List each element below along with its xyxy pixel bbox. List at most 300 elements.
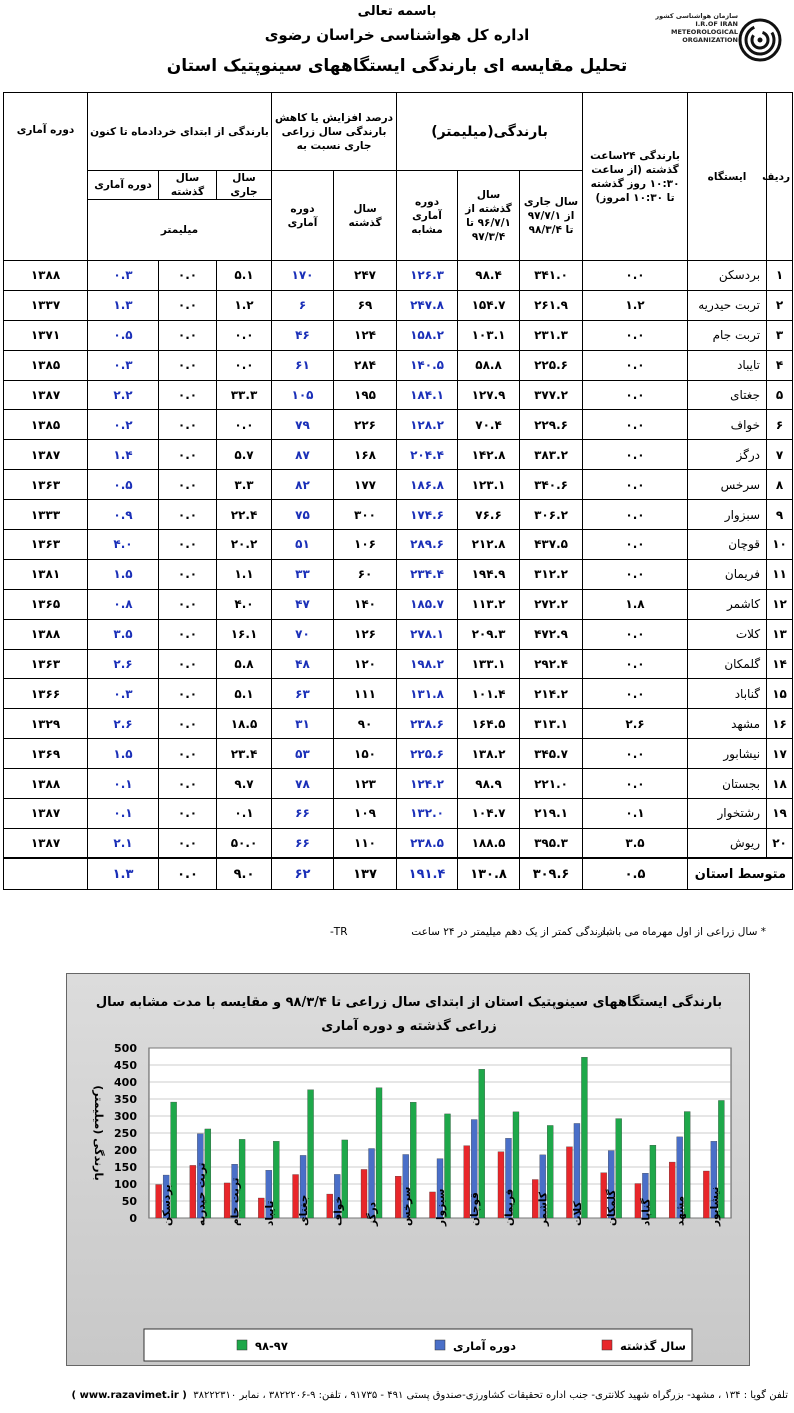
cell-period: ۱۳۸۸ [4, 619, 88, 649]
chart-xtick-label: تربت جام [229, 1177, 242, 1226]
cell-kl: ۰.۰ [159, 559, 217, 589]
cell-last: ۱۴۲.۸ [458, 440, 520, 470]
cell-last: ۱۲۷.۹ [458, 380, 520, 410]
cell-n: ۱۶ [767, 709, 793, 739]
cell-kn: ۰.۲ [88, 410, 159, 440]
cell-pl: ۱۵۰ [334, 739, 397, 769]
cell-kc: ۱.۱ [217, 559, 272, 589]
chart-ytick-label: 450 [114, 1059, 137, 1072]
cell-kc: ۰.۱ [217, 799, 272, 829]
cell-kl: ۰.۰ [159, 739, 217, 769]
avg-norm: ۱۹۱.۴ [397, 858, 458, 889]
cell-cur: ۲۲۵.۶ [520, 350, 583, 380]
table-body [4, 261, 793, 890]
cell-kc: ۵۰.۰ [217, 828, 272, 858]
cell-norm: ۱۵۸.۲ [397, 320, 458, 350]
cell-period: ۱۳۲۹ [4, 709, 88, 739]
cell-n: ۸ [767, 470, 793, 500]
table-row [4, 559, 793, 589]
cell-pl: ۱۲۰ [334, 649, 397, 679]
cell-n: ۹ [767, 500, 793, 530]
cell-kn: ۰.۱ [88, 769, 159, 799]
cell-n: ۱۰ [767, 530, 793, 560]
cell-kc: ۱۶.۱ [217, 619, 272, 649]
avg-r24: ۰.۵ [583, 858, 688, 889]
average-label: متوسط استان [688, 858, 793, 889]
table-row [4, 500, 793, 530]
cell-period: ۱۳۶۵ [4, 589, 88, 619]
cell-pn: ۷۵ [272, 500, 334, 530]
chart-ytick-label: 0 [129, 1212, 137, 1225]
logo-text: سازمان هواشناسی کشور I.R.OF IRAN METEOROLOGICAL ORGANIZATION [655, 12, 738, 44]
cell-kc: ۰.۰ [217, 350, 272, 380]
cell-pn: ۶۶ [272, 828, 334, 858]
cell-kl: ۰.۰ [159, 320, 217, 350]
cell-cur: ۳۴۱.۰ [520, 261, 583, 291]
cell-kl: ۰.۰ [159, 350, 217, 380]
cell-kn: ۲.۶ [88, 709, 159, 739]
table-row [4, 649, 793, 679]
cell-station: بردسکن [688, 261, 767, 291]
cell-r24: ۰.۰ [583, 320, 688, 350]
cell-kc: ۲۰.۲ [217, 530, 272, 560]
cell-r24: ۰.۰ [583, 440, 688, 470]
cell-cur: ۴۳۷.۵ [520, 530, 583, 560]
cell-n: ۷ [767, 440, 793, 470]
cell-period: ۱۳۸۵ [4, 410, 88, 440]
cell-station: کلات [688, 619, 767, 649]
cell-cur: ۳۱۳.۱ [520, 709, 583, 739]
header-kh-last: سال گذشته [159, 171, 217, 200]
cell-kc: ۹.۷ [217, 769, 272, 799]
cell-cur: ۳۱۲.۲ [520, 559, 583, 589]
cell-cur: ۲۲۹.۶ [520, 410, 583, 440]
avg-cur: ۳۰۹.۶ [520, 858, 583, 889]
cell-pn: ۷۸ [272, 769, 334, 799]
table-row [4, 440, 793, 470]
header-kh-unit: میلیمتر [88, 200, 272, 261]
cell-station: کاشمر [688, 589, 767, 619]
cell-n: ۱۷ [767, 739, 793, 769]
chart-xtick-label: گلمکان [606, 1189, 619, 1226]
table-row [4, 828, 793, 858]
cell-kc: ۳۳.۳ [217, 380, 272, 410]
chart-ytick-label: 250 [114, 1127, 137, 1140]
note-tr-def: بارندگی کمتر از یک دهم میلیمتر در ۲۴ ساعت [411, 926, 609, 938]
chart-ytick-label: 200 [114, 1144, 137, 1157]
chart-xtick-label: کلات [571, 1201, 584, 1226]
cell-pl: ۲۸۴ [334, 350, 397, 380]
organization-logo [640, 6, 790, 86]
cell-norm: ۲۰۴.۴ [397, 440, 458, 470]
header-station: ایستگاه [688, 93, 767, 261]
cell-r24: ۰.۰ [583, 649, 688, 679]
cell-kl: ۰.۰ [159, 769, 217, 799]
cell-station: نیشابور [688, 739, 767, 769]
cell-kc: ۱.۲ [217, 290, 272, 320]
cell-station: درگز [688, 440, 767, 470]
cell-kl: ۰.۰ [159, 619, 217, 649]
cell-period: ۱۳۳۳ [4, 500, 88, 530]
cell-pn: ۶۶ [272, 799, 334, 829]
cell-kl: ۰.۰ [159, 828, 217, 858]
cell-last: ۵۸.۸ [458, 350, 520, 380]
header-cur-year: سال جاری از ۹۷/۷/۱ تا ۹۸/۳/۴ [520, 171, 583, 261]
cell-station: تربت حیدریه [688, 290, 767, 320]
cell-norm: ۲۲۵.۶ [397, 739, 458, 769]
cell-n: ۱۹ [767, 799, 793, 829]
cell-last: ۱۲۳.۱ [458, 470, 520, 500]
cell-kl: ۰.۰ [159, 290, 217, 320]
cell-station: بجستان [688, 769, 767, 799]
cell-period: ۱۳۷۱ [4, 320, 88, 350]
cell-n: ۲۰ [767, 828, 793, 858]
cell-last: ۱۵۴.۷ [458, 290, 520, 320]
logo-swirl-icon [738, 6, 788, 76]
cell-pn: ۳۱ [272, 709, 334, 739]
cell-cur: ۲۱۴.۲ [520, 679, 583, 709]
chart-ytick-label: 300 [114, 1110, 137, 1123]
chart-ytick-label: 400 [114, 1076, 137, 1089]
cell-n: ۱ [767, 261, 793, 291]
cell-norm: ۱۴۰.۵ [397, 350, 458, 380]
cell-station: سرخس [688, 470, 767, 500]
cell-pn: ۴۶ [272, 320, 334, 350]
cell-norm: ۱۲۶.۳ [397, 261, 458, 291]
chart-xtick-label: تایباد [263, 1200, 276, 1226]
chart-ylabel: بارندگی (میلیمتر) [92, 1085, 105, 1181]
cell-r24: ۳.۵ [583, 828, 688, 858]
table-row [4, 410, 793, 440]
cell-kl: ۰.۰ [159, 589, 217, 619]
cell-kn: ۰.۱ [88, 799, 159, 829]
cell-period: ۱۳۶۳ [4, 530, 88, 560]
chart-legend-label: ۹۸-۹۷ [255, 1339, 288, 1353]
cell-cur: ۳۴۵.۷ [520, 739, 583, 769]
chart-xtick-label: مشهد [674, 1195, 687, 1226]
cell-last: ۱۰۴.۷ [458, 799, 520, 829]
chart-xtick-label: گناباد [640, 1198, 653, 1226]
avg-kn: ۱.۳ [88, 858, 159, 889]
cell-norm: ۱۸۶.۸ [397, 470, 458, 500]
cell-kl: ۰.۰ [159, 440, 217, 470]
cell-station: تربت جام [688, 320, 767, 350]
cell-period: ۱۳۶۶ [4, 679, 88, 709]
cell-station: جغتای [688, 380, 767, 410]
cell-kl: ۰.۰ [159, 380, 217, 410]
cell-last: ۱۸۸.۵ [458, 828, 520, 858]
table-row [4, 470, 793, 500]
cell-n: ۳ [767, 320, 793, 350]
cell-kn: ۱.۳ [88, 290, 159, 320]
chart-ytick-label: 350 [114, 1093, 137, 1106]
chart-xtick-label: درگز [366, 1201, 379, 1226]
note-tr: TR- [330, 926, 348, 938]
chart-xtick-label: فریمان [503, 1188, 516, 1226]
header-rain-mm: بارندگی(میلیمتر) [397, 93, 583, 171]
cell-norm: ۲۳۸.۶ [397, 709, 458, 739]
cell-norm: ۱۳۲.۰ [397, 799, 458, 829]
avg-last: ۱۳۰.۸ [458, 858, 520, 889]
cell-pl: ۲۴۷ [334, 261, 397, 291]
header-percent: درصد افزایش یا کاهش بارندگی سال زراعی جاری نسبت به [272, 93, 397, 171]
cell-kl: ۰.۰ [159, 679, 217, 709]
cell-pn: ۶۳ [272, 679, 334, 709]
cell-station: قوچان [688, 530, 767, 560]
cell-last: ۷۶.۶ [458, 500, 520, 530]
cell-pn: ۵۳ [272, 739, 334, 769]
cell-last: ۱۱۳.۲ [458, 589, 520, 619]
cell-station: گناباد [688, 679, 767, 709]
cell-n: ۶ [767, 410, 793, 440]
cell-kn: ۱.۴ [88, 440, 159, 470]
cell-pl: ۱۴۰ [334, 589, 397, 619]
cell-period: ۱۳۸۱ [4, 559, 88, 589]
cell-period: ۱۳۳۷ [4, 290, 88, 320]
page-title: تحلیل مقایسه ای بارندگی ایستگاههای سینوپتیک استان [166, 56, 628, 76]
cell-kn: ۳.۵ [88, 619, 159, 649]
cell-r24: ۰.۰ [583, 470, 688, 500]
table-row [4, 799, 793, 829]
cell-pl: ۱۱۱ [334, 679, 397, 709]
table-row [4, 350, 793, 380]
cell-r24: ۰.۰ [583, 769, 688, 799]
cell-norm: ۱۸۴.۱ [397, 380, 458, 410]
table-row-average [4, 858, 793, 889]
cell-norm: ۲۳۸.۵ [397, 828, 458, 858]
cell-last: ۱۶۴.۵ [458, 709, 520, 739]
cell-n: ۱۵ [767, 679, 793, 709]
chart-xtick-label: سرخس [400, 1186, 413, 1226]
cell-period: ۱۳۸۷ [4, 828, 88, 858]
chart-ytick-label: 50 [121, 1195, 137, 1208]
cell-cur: ۳۷۷.۲ [520, 380, 583, 410]
cell-cur: ۲۶۱.۹ [520, 290, 583, 320]
cell-pn: ۷۰ [272, 619, 334, 649]
cell-kl: ۰.۰ [159, 470, 217, 500]
chart-bar [581, 1057, 587, 1218]
cell-norm: ۲۳۴.۴ [397, 559, 458, 589]
cell-norm: ۲۴۷.۸ [397, 290, 458, 320]
cell-kc: ۰.۰ [217, 320, 272, 350]
cell-kn: ۰.۵ [88, 470, 159, 500]
table-row [4, 380, 793, 410]
cell-station: گلمکان [688, 649, 767, 679]
cell-pn: ۱۰۵ [272, 380, 334, 410]
rainfall-table [3, 92, 793, 890]
cell-cur: ۳۹۵.۳ [520, 828, 583, 858]
cell-pl: ۶۹ [334, 290, 397, 320]
cell-pl: ۱۰۶ [334, 530, 397, 560]
cell-r24: ۰.۰ [583, 739, 688, 769]
cell-last: ۲۰۹.۳ [458, 619, 520, 649]
cell-kc: ۵.۱ [217, 261, 272, 291]
table-row [4, 709, 793, 739]
table-row [4, 619, 793, 649]
cell-period: ۱۳۸۷ [4, 380, 88, 410]
header-since-khordad: بارندگی از ابتدای خردادماه تا کنون [88, 93, 272, 171]
cell-period: ۱۳۶۳ [4, 649, 88, 679]
cell-cur: ۲۹۲.۴ [520, 649, 583, 679]
cell-pl: ۱۲۳ [334, 769, 397, 799]
cell-cur: ۲۲۱.۰ [520, 769, 583, 799]
chart-xtick-label: کاشمر [537, 1192, 550, 1226]
cell-station: تایباد [688, 350, 767, 380]
table-row [4, 769, 793, 799]
avg-pn: ۶۲ [272, 858, 334, 889]
cell-kn: ۱.۵ [88, 559, 159, 589]
cell-kn: ۲.۲ [88, 380, 159, 410]
cell-cur: ۳۴۰.۶ [520, 470, 583, 500]
cell-n: ۱۱ [767, 559, 793, 589]
chart-title-line1: بارندگی ایستگاههای سینوپتیک استان از ابتدای سال زراعی تا ۹۸/۳/۴ و مقایسه با مدت مشابه سال [95, 995, 723, 1010]
chart-legend-label: دوره آماری [453, 1339, 517, 1353]
cell-station: خواف [688, 410, 767, 440]
cell-r24: ۰.۰ [583, 350, 688, 380]
cell-r24: ۰.۰ [583, 410, 688, 440]
table-row [4, 739, 793, 769]
cell-kc: ۴.۰ [217, 589, 272, 619]
cell-last: ۱۹۴.۹ [458, 559, 520, 589]
cell-kn: ۲.۱ [88, 828, 159, 858]
cell-kl: ۰.۰ [159, 410, 217, 440]
cell-n: ۴ [767, 350, 793, 380]
cell-last: ۱۳۳.۱ [458, 649, 520, 679]
cell-last: ۱۰۱.۴ [458, 679, 520, 709]
cell-cur: ۲۳۱.۳ [520, 320, 583, 350]
cell-pl: ۲۲۶ [334, 410, 397, 440]
chart-xtick-label: نیشابور [708, 1186, 721, 1226]
cell-norm: ۱۹۸.۲ [397, 649, 458, 679]
cell-kn: ۲.۶ [88, 649, 159, 679]
cell-r24: ۰.۰ [583, 559, 688, 589]
cell-pn: ۶ [272, 290, 334, 320]
cell-period: ۱۳۸۷ [4, 799, 88, 829]
cell-r24: ۰.۱ [583, 799, 688, 829]
cell-last: ۱۰۳.۱ [458, 320, 520, 350]
cell-station: رشتخوار [688, 799, 767, 829]
cell-pl: ۱۶۸ [334, 440, 397, 470]
cell-cur: ۳۰۶.۲ [520, 500, 583, 530]
chart-ytick-label: 500 [114, 1042, 137, 1055]
cell-kl: ۰.۰ [159, 799, 217, 829]
cell-n: ۱۳ [767, 619, 793, 649]
cell-n: ۲ [767, 290, 793, 320]
cell-r24: ۰.۰ [583, 530, 688, 560]
footer-website[interactable]: ( www.razavimet.ir ) [71, 1390, 187, 1401]
cell-pl: ۱۰۹ [334, 799, 397, 829]
cell-kn: ۰.۳ [88, 679, 159, 709]
cell-kn: ۴.۰ [88, 530, 159, 560]
cell-kl: ۰.۰ [159, 709, 217, 739]
header-line2: اداره کل هواشناسی خراسان رضوی [264, 26, 530, 44]
cell-last: ۹۸.۹ [458, 769, 520, 799]
table-row [4, 261, 793, 291]
cell-cur: ۳۸۳.۲ [520, 440, 583, 470]
cell-period: ۱۳۶۳ [4, 470, 88, 500]
cell-pl: ۶۰ [334, 559, 397, 589]
cell-kc: ۰.۰ [217, 410, 272, 440]
cell-station: مشهد [688, 709, 767, 739]
chart-xtick-label: قوچان [469, 1192, 482, 1226]
avg-pl: ۱۳۷ [334, 858, 397, 889]
chart-xtick-label: تربت حیدریه [195, 1162, 208, 1226]
cell-kl: ۰.۰ [159, 261, 217, 291]
chart-bar [376, 1088, 382, 1218]
cell-pn: ۸۲ [272, 470, 334, 500]
cell-kc: ۵.۱ [217, 679, 272, 709]
cell-pl: ۹۰ [334, 709, 397, 739]
chart-legend-swatch [602, 1340, 612, 1350]
cell-n: ۱۲ [767, 589, 793, 619]
cell-pn: ۱۷۰ [272, 261, 334, 291]
cell-kn: ۱.۵ [88, 739, 159, 769]
cell-norm: ۱۷۴.۶ [397, 500, 458, 530]
chart-xtick-label: جغتای [298, 1194, 311, 1226]
cell-kc: ۱۸.۵ [217, 709, 272, 739]
cell-cur: ۴۷۲.۹ [520, 619, 583, 649]
cell-pn: ۳۳ [272, 559, 334, 589]
cell-last: ۲۱۲.۸ [458, 530, 520, 560]
cell-pl: ۱۹۵ [334, 380, 397, 410]
page-header [0, 0, 794, 90]
chart-ytick-label: 150 [114, 1161, 137, 1174]
cell-cur: ۲۷۲.۲ [520, 589, 583, 619]
cell-pl: ۳۰۰ [334, 500, 397, 530]
cell-station: ریوش [688, 828, 767, 858]
cell-kn: ۰.۳ [88, 350, 159, 380]
cell-r24: ۰.۰ [583, 380, 688, 410]
header-kh-normal: دوره آماری [88, 171, 159, 200]
cell-r24: ۱.۲ [583, 290, 688, 320]
cell-pl: ۱۷۷ [334, 470, 397, 500]
table-row [4, 530, 793, 560]
header-rain24: بارندگی ۲۴ساعت گذشته (از ساعت ۱۰:۳۰ روز گذشته تا ۱۰:۳۰ امروز) [583, 93, 688, 261]
cell-last: ۱۳۸.۲ [458, 739, 520, 769]
cell-pn: ۵۱ [272, 530, 334, 560]
cell-kc: ۳.۳ [217, 470, 272, 500]
cell-r24: ۰.۰ [583, 619, 688, 649]
cell-r24: ۰.۰ [583, 679, 688, 709]
footer [6, 1390, 788, 1401]
chart-legend-swatch [435, 1340, 445, 1350]
cell-n: ۱۴ [767, 649, 793, 679]
header-period-stat: دوره آماری [4, 93, 88, 261]
cell-kn: ۰.۹ [88, 500, 159, 530]
chart-title-line2: زراعی گذشته و دوره آماری [321, 1019, 497, 1034]
cell-pn: ۴۷ [272, 589, 334, 619]
cell-pl: ۱۱۰ [334, 828, 397, 858]
cell-period: ۱۳۸۵ [4, 350, 88, 380]
avg-kl: ۰.۰ [159, 858, 217, 889]
cell-station: فریمان [688, 559, 767, 589]
cell-n: ۵ [767, 380, 793, 410]
cell-kc: ۵.۸ [217, 649, 272, 679]
header-pct-last: سال گذشته [334, 171, 397, 261]
cell-r24: ۰.۰ [583, 261, 688, 291]
footer-address: تلفن گویا : ۱۳۴ ، مشهد- بزرگراه شهید کلانتری- جنب اداره تحقیقات کشاورزی-صندوق پستی ۴۹۱ - ۹۱۷۳۵ ، تلفن: ۹-۳۸۲۲۲۰۶ ، نمابر ۳۸۲۲۲۳۱۰ [193, 1390, 788, 1401]
chart-xtick-label: خواف [332, 1196, 345, 1226]
cell-norm: ۱۸۵.۷ [397, 589, 458, 619]
cell-kn: ۰.۵ [88, 320, 159, 350]
cell-kl: ۰.۰ [159, 500, 217, 530]
chart-svg [67, 974, 751, 1367]
cell-last: ۷۰.۴ [458, 410, 520, 440]
chart-xtick-label: بردسکن [161, 1184, 174, 1226]
cell-period: ۱۳۸۷ [4, 440, 88, 470]
cell-kn: ۰.۳ [88, 261, 159, 291]
avg-kc: ۹.۰ [217, 858, 272, 889]
